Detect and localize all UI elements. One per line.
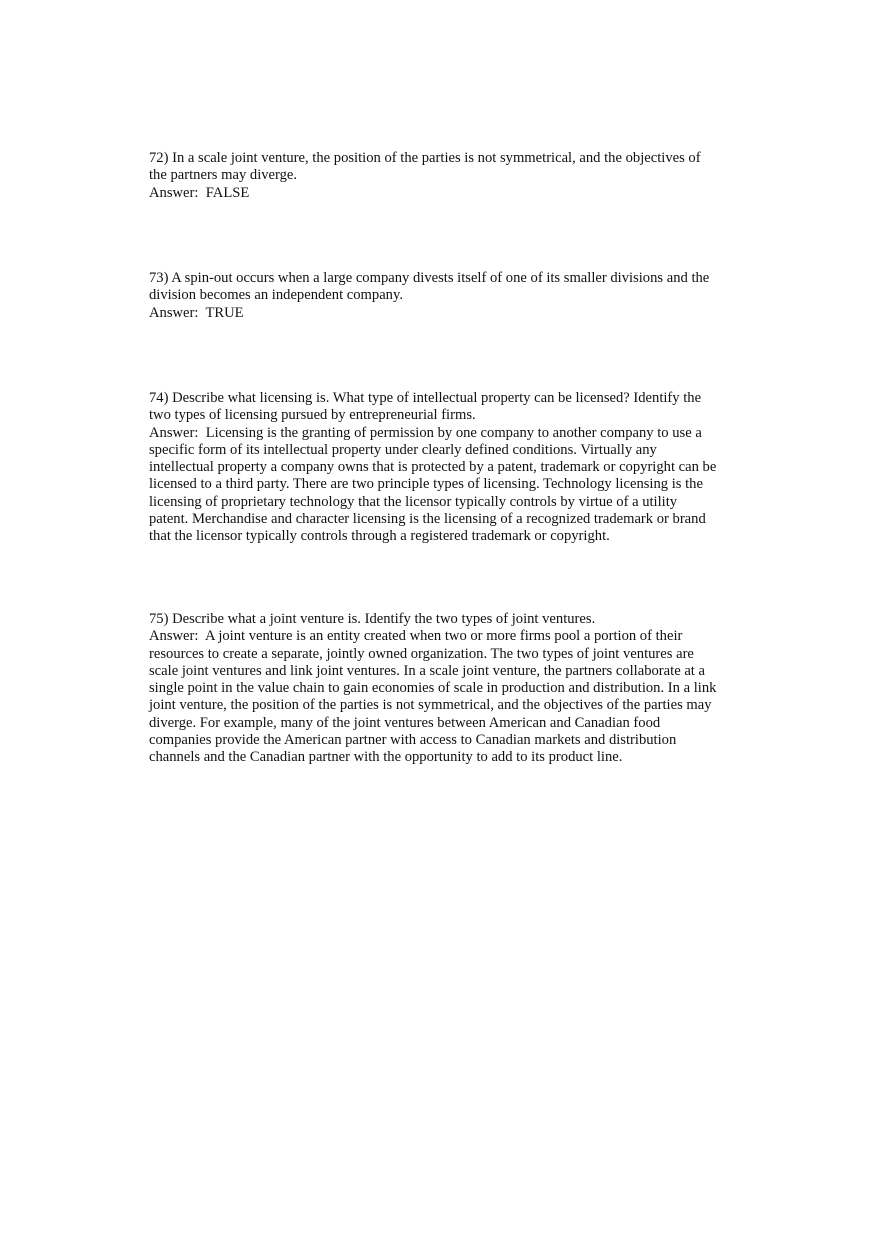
question-75 — [149, 611, 789, 767]
answer-text: scale joint ventures and link joint ventures. In a scale joint venture, the partners collaborate at a — [149, 662, 705, 679]
answer-text: licensing of proprietary technology that the licensor typically controls by virtue of a utility — [149, 493, 678, 510]
answer-text: single point in the value chain to gain economies of scale in production and distribution. In a link — [149, 680, 717, 697]
answer-text: channels and the Canadian partner with the opportunity to add to its product line. — [149, 749, 623, 766]
question-text: two types of licensing pursued by entrepreneurial firms. — [149, 407, 476, 424]
answer-text: joint venture, the position of the parties is not symmetrical, and the objectives of the parties may — [149, 697, 712, 714]
question-72 — [149, 150, 789, 202]
question-text: division becomes an independent company. — [149, 287, 403, 304]
answer-text: Answer: FALSE — [149, 184, 250, 201]
answer-text: Answer: A joint venture is an entity created when two or more firms pool a portion of their — [149, 628, 683, 645]
answer-text: specific form of its intellectual property under clearly defined conditions. Virtually any — [149, 441, 657, 458]
question-text: 74) Describe what licensing is. What type of intellectual property can be licensed? Identify the — [149, 390, 702, 406]
answer-text: licensed to a third party. There are two principle types of licensing. Technology licensing is the — [149, 476, 703, 493]
answer-text: companies provide the American partner with access to Canadian markets and distribution — [149, 732, 677, 749]
answer-text: resources to create a separate, jointly owned organization. The two types of joint ventures are — [149, 645, 694, 662]
answer-text: Answer: Licensing is the granting of permission by one company to another company to use a — [149, 424, 702, 441]
answer-text: patent. Merchandise and character licensing is the licensing of a recognized trademark or brand — [149, 511, 706, 528]
answer-text: that the licensor typically controls through a registered trademark or copyright. — [149, 528, 610, 545]
answer-text: Answer: TRUE — [149, 304, 244, 321]
question-text: 75) Describe what a joint venture is. Identify the two types of joint ventures. — [149, 611, 596, 627]
answer-text: diverge. For example, many of the joint ventures between American and Canadian food — [149, 714, 661, 731]
question-text: 72) In a scale joint venture, the position of the parties is not symmetrical, and the objectives of — [149, 150, 701, 166]
answer-text: intellectual property a company owns that is protected by a patent, trademark or copyright can be — [149, 459, 717, 476]
question-74 — [149, 390, 789, 546]
question-73 — [149, 270, 789, 322]
question-text: the partners may diverge. — [149, 167, 298, 184]
question-text: 73) A spin-out occurs when a large company divests itself of one of its smaller divisions and the — [149, 270, 710, 286]
